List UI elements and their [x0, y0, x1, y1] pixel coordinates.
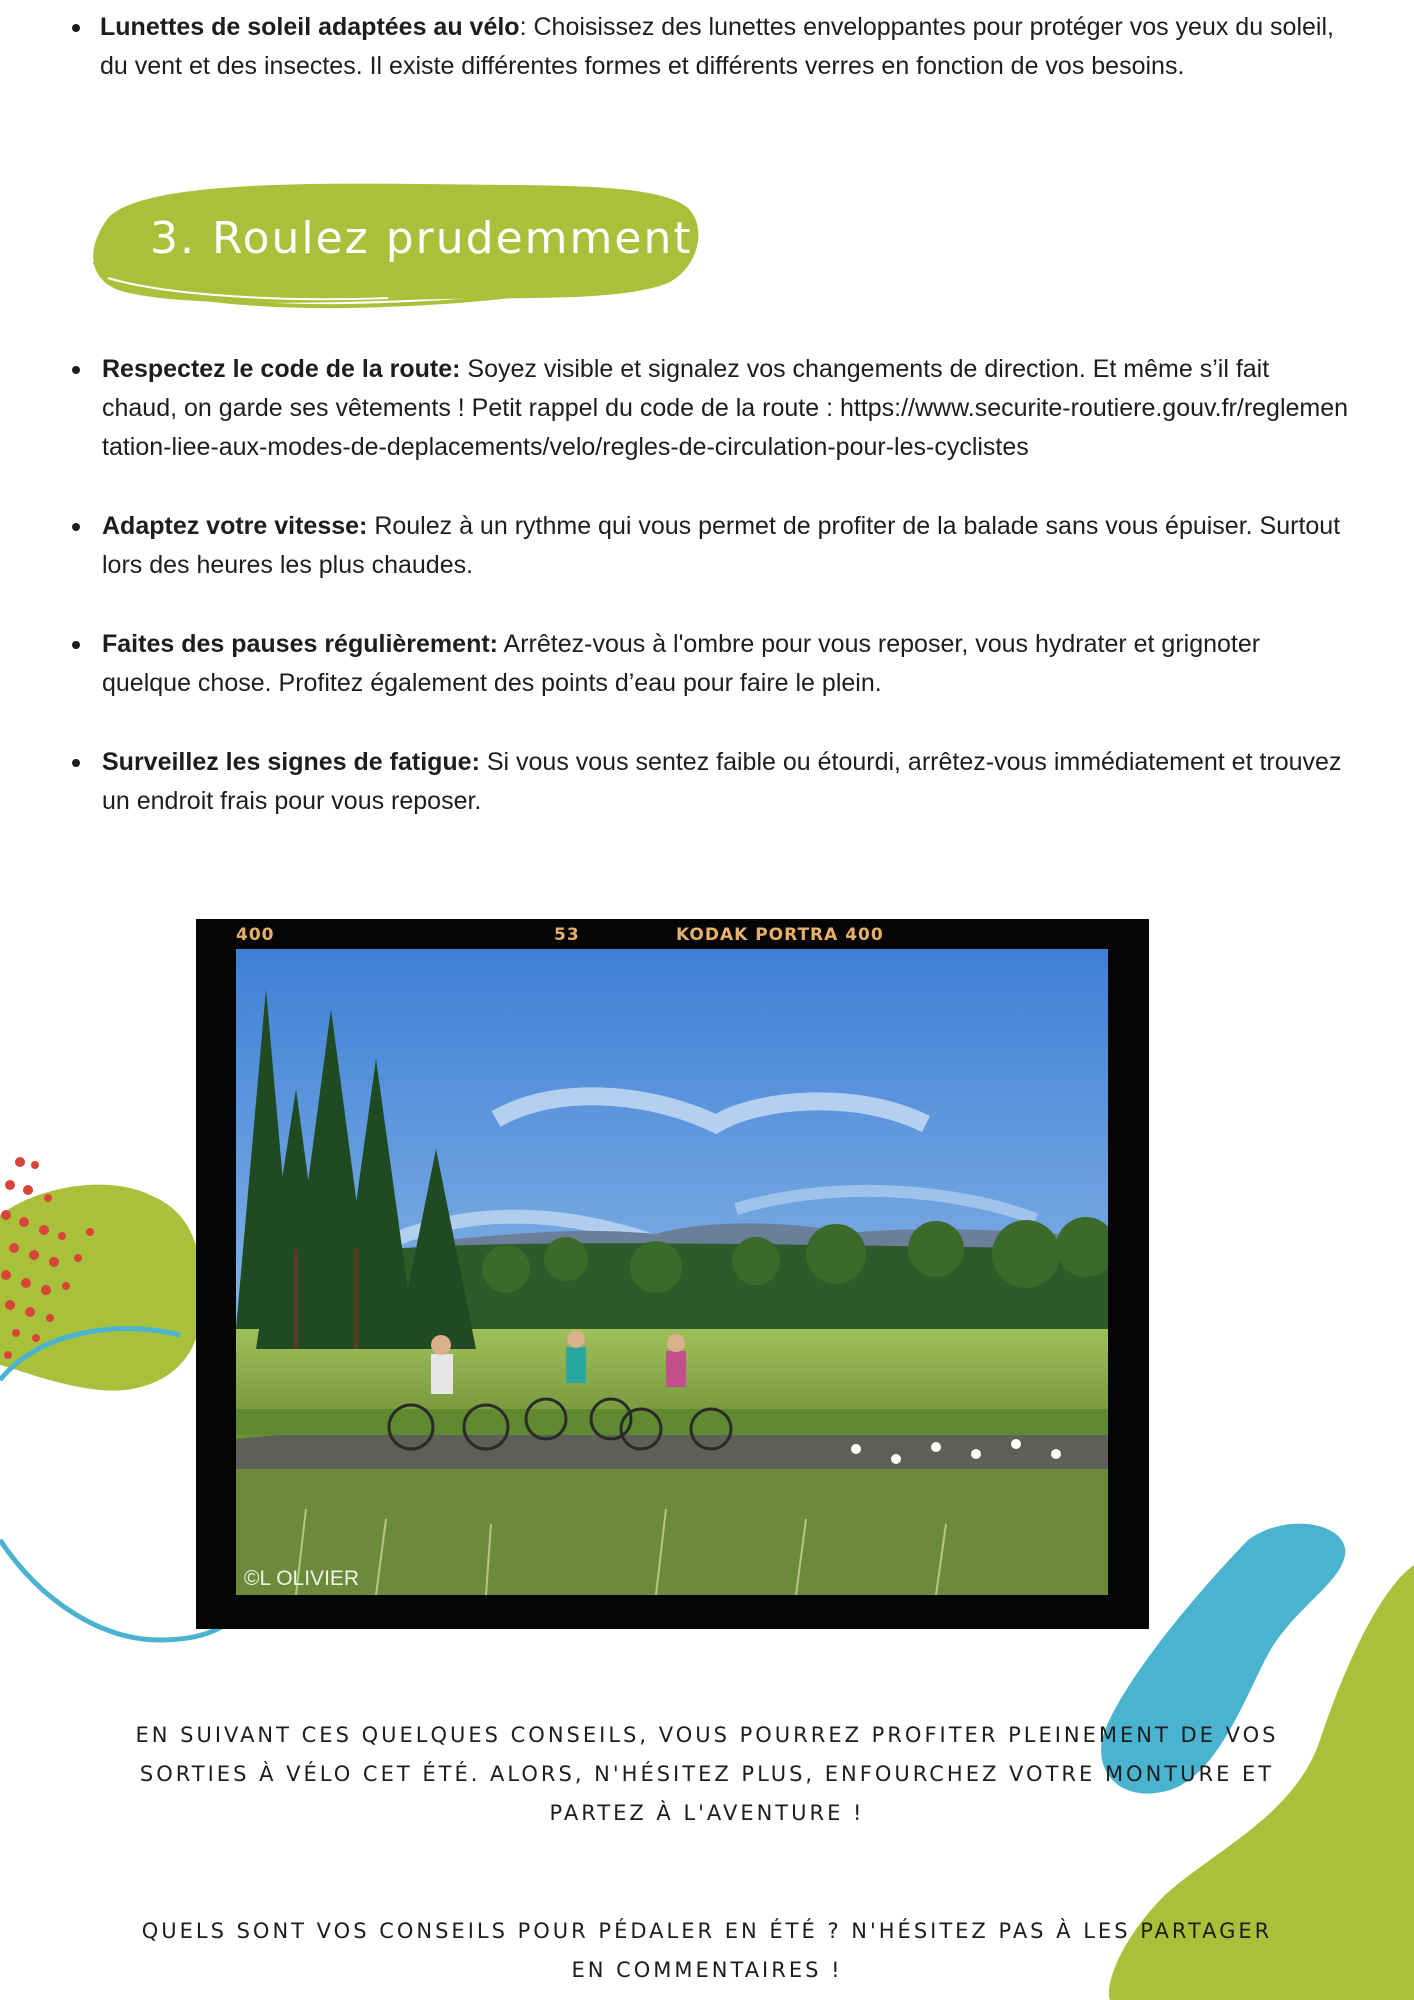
list-item	[68, 507, 1350, 585]
item-text: Roulez à un rythme qui vous permet de profiter de la balade sans vous épuiser. Surtout lors des heures les plus chaudes.	[102, 512, 1341, 579]
left-green-blob	[0, 1185, 202, 1391]
item-text: : Choisissez des lunettes enveloppantes pour protéger vos yeux du soleil, du vent et des insectes. Il existe différentes formes et différents verres en fonction de vos besoins.	[100, 13, 1334, 80]
safety-tips-list	[68, 350, 1350, 861]
sunglasses-list	[68, 8, 1348, 86]
item-text: Arrêtez-vous à l'ombre pour vous reposer, vous hydrater et grignoter quelque chose. Profitez également des points d’eau pour faire le plein.	[102, 630, 1261, 697]
item-text: Soyez visible et signalez vos changements de direction. Et même s’il fait chaud, on garde ses vêtements ! Petit rappel du code de la route :	[102, 355, 1270, 422]
cycling-landscape-photo	[236, 949, 1108, 1595]
list-item	[68, 743, 1350, 821]
item-title: Adaptez votre vitesse:	[102, 512, 368, 540]
film-frame-photo	[196, 919, 1149, 1629]
list-item	[68, 350, 1350, 467]
item-title: Lunettes de soleil adaptées au vélo	[100, 13, 520, 41]
item-title: Surveillez les signes de fatigue:	[102, 748, 480, 776]
list-item	[68, 8, 1348, 86]
conclusion-text: EN SUIVANT CES QUELQUES CONSEILS, VOUS POURREZ PROFITER PLEINEMENT DE VOS SORTIES À VÉLO CET ÉTÉ. ALORS, N'HÉSITEZ PLUS, ENFOURCHEZ VOTRE MONTURE ET PARTEZ À L'AVENTURE !	[135, 1723, 1279, 1825]
film-frame-number: 53	[554, 925, 580, 945]
comment-invitation: QUELS SONT VOS CONSEILS POUR PÉDALER EN ÉTÉ ? N'HÉSITEZ PAS À LES PARTAGER EN COMMENTAIRES !	[141, 1919, 1273, 1982]
item-title: Respectez le code de la route:	[102, 355, 461, 383]
section-heading: 3. Roulez prudemment	[150, 213, 693, 264]
road-code-link[interactable]: https://www.securite-routiere.gouv.fr/reglementation-liee-aux-modes-de-deplacements/velo/regles-de-circulation-pour-les-cyclistes	[102, 394, 1349, 461]
film-iso-label: 400	[236, 925, 275, 945]
item-title: Faites des pauses régulièrement:	[102, 630, 498, 658]
film-brand-label: KODAK PORTRA 400	[676, 925, 884, 945]
list-item	[68, 625, 1350, 703]
item-text: Si vous vous sentez faible ou étourdi, arrêtez-vous immédiatement et trouvez un endroit frais pour vous reposer.	[102, 748, 1342, 815]
photo-credit: ©L OLIVIER	[244, 1567, 360, 1590]
